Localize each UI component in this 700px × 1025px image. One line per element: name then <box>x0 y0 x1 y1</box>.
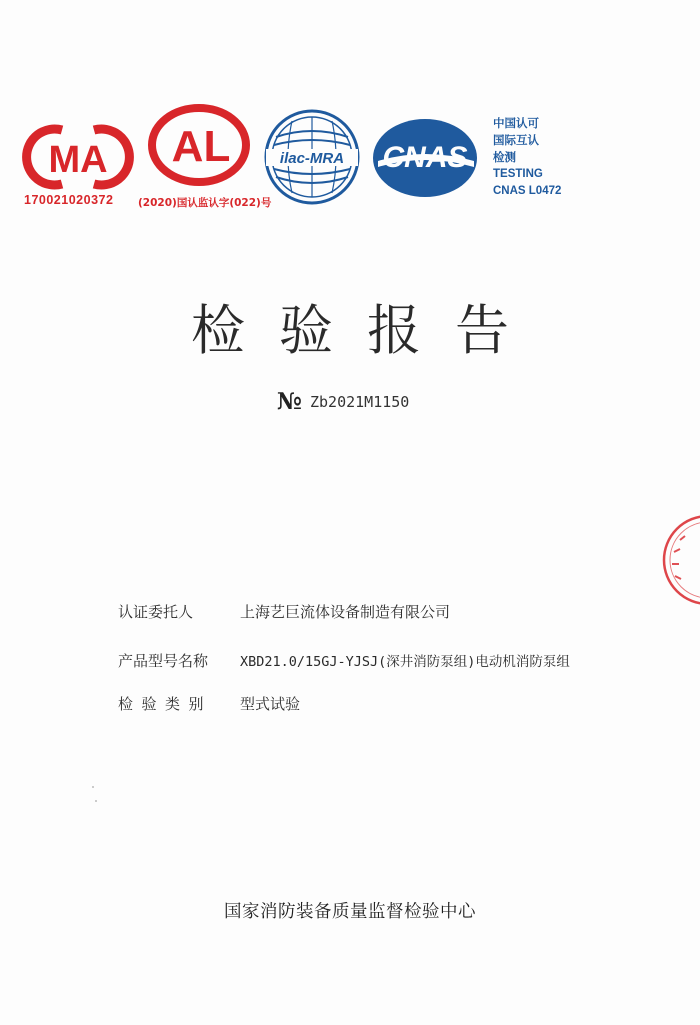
field-client <box>118 601 450 622</box>
report-number-value: Zb2021M1150 <box>310 392 410 411</box>
report-title: 检验报告 <box>191 299 543 362</box>
field-test-type-value: 型式试验 <box>240 695 301 713</box>
field-test-type <box>118 693 300 714</box>
scan-speck <box>92 786 94 788</box>
field-product-value: XBD21.0/15GJ-YJSJ(深井消防泵组)电动机消防泵组 <box>240 654 570 670</box>
field-product <box>118 650 570 671</box>
field-client-label: 认证委托人 <box>118 603 194 621</box>
cnas-caption-line: CNAS L0472 <box>493 185 562 198</box>
number-sign: № <box>277 388 302 415</box>
scan-speck <box>95 800 97 802</box>
cnas-caption <box>493 116 561 200</box>
field-test-type-label: 检验类别 <box>118 695 213 713</box>
cnas-caption-line: 中国认可 <box>493 118 539 130</box>
cal-logo-text: AL <box>171 122 231 171</box>
ilac-mra-logo-text: ilac-MRA <box>279 150 345 167</box>
report-number <box>277 388 409 415</box>
issuer-name: 国家消防装备质量监督检验中心 <box>224 902 476 922</box>
cal-number: (2020)国认监认字(022)号 <box>138 197 272 209</box>
cma-logo <box>22 122 134 192</box>
field-client-value: 上海艺巨流体设备制造有限公司 <box>240 603 451 621</box>
official-seal <box>660 512 700 608</box>
cma-logo-text: MA <box>48 139 108 181</box>
cnas-logo-text: CNAS <box>382 141 468 174</box>
cnas-caption-line: TESTING <box>493 168 543 181</box>
cal-logo <box>147 103 251 187</box>
cma-number: 170021020372 <box>24 193 114 207</box>
cnas-caption-line: 国际互认 <box>493 134 539 147</box>
ilac-mra-logo <box>262 107 362 207</box>
field-product-label: 产品型号名称 <box>118 652 209 670</box>
cnas-logo <box>370 117 480 199</box>
cnas-caption-line: 检测 <box>493 151 516 164</box>
